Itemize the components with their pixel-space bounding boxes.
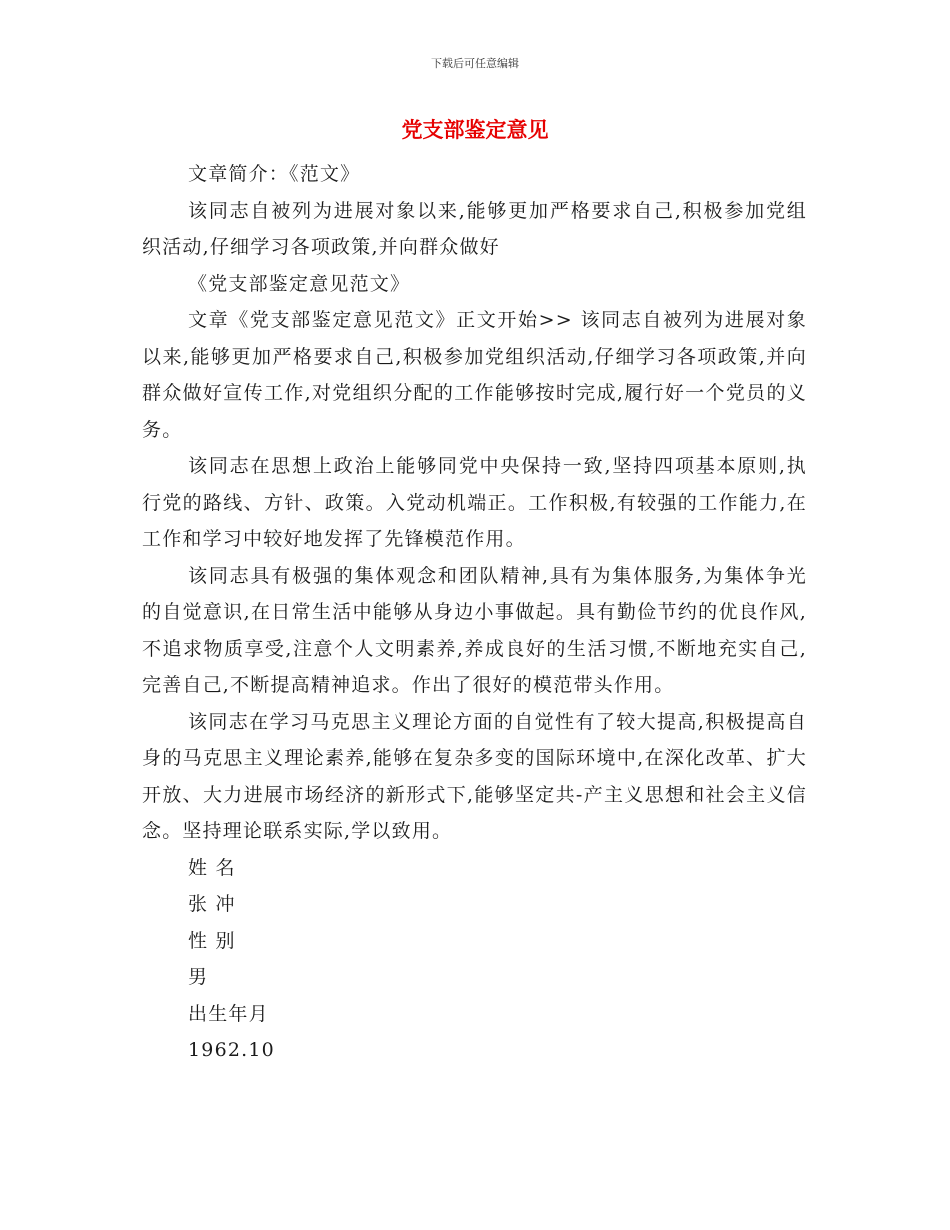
header-note: 下载后可任意编辑 <box>431 57 519 70</box>
paragraph-body-4: 该同志在学习马克思主义理论方面的自觉性有了较大提高,积极提高自身的马克思主义理论素养,能够在复杂多变的国际环境中,在深化改革、扩大开放、大力进展市场经济的新形式下,能够坚定共-产主义思想和社会主义信念。坚持理论联系实际,学以致用。 <box>142 710 807 842</box>
paragraph-body-2: 该同志在思想上政治上能够同党中央保持一致,坚持四项基本原则,执行党的路线、方针、政策。入党动机端正。工作积极,有较强的工作能力,在工作和学习中较好地发挥了先锋模范作用。 <box>142 455 807 550</box>
field-value-gender: 男 <box>188 966 209 988</box>
paragraph-summary: 该同志自被列为进展对象以来,能够更加严格要求自己,积极参加党组织活动,仔细学习各项政策,并向群众做好 <box>142 199 807 258</box>
field-value-name: 张 冲 <box>188 893 236 915</box>
paragraph-body-1: 文章《党支部鉴定意见范文》正文开始>> 该同志自被列为进展对象以来,能够更加严格要求自己,积极参加党组织活动,仔细学习各项政策,并向群众做好宣传工作,对党组织分配的工作能够按时完成,履行好一个党员的义务。 <box>142 309 807 441</box>
field-label-birth: 出生年月 <box>188 1002 269 1025</box>
paragraph-body-3: 该同志具有极强的集体观念和团队精神,具有为集体服务,为集体争光的自觉意识,在日常生活中能够从身边小事做起。具有勤俭节约的优良作风,不追求物质享受,注意个人文明素养,养成良好的生活习惯,不断地充实自己,完善自己,不断提高精神追求。作出了很好的模范带头作用。 <box>142 564 807 696</box>
paragraph-intro: 文章简介：《范文》 <box>188 163 361 185</box>
field-label-name: 姓 名 <box>188 856 236 879</box>
paragraph-article-name: 《党支部鉴定意见范文》 <box>188 272 411 295</box>
field-label-gender: 性 别 <box>188 929 236 952</box>
field-value-birth: 1962.10 <box>188 1039 275 1061</box>
document-title: 党支部鉴定意见 <box>401 118 549 142</box>
document-body <box>142 156 807 1069</box>
